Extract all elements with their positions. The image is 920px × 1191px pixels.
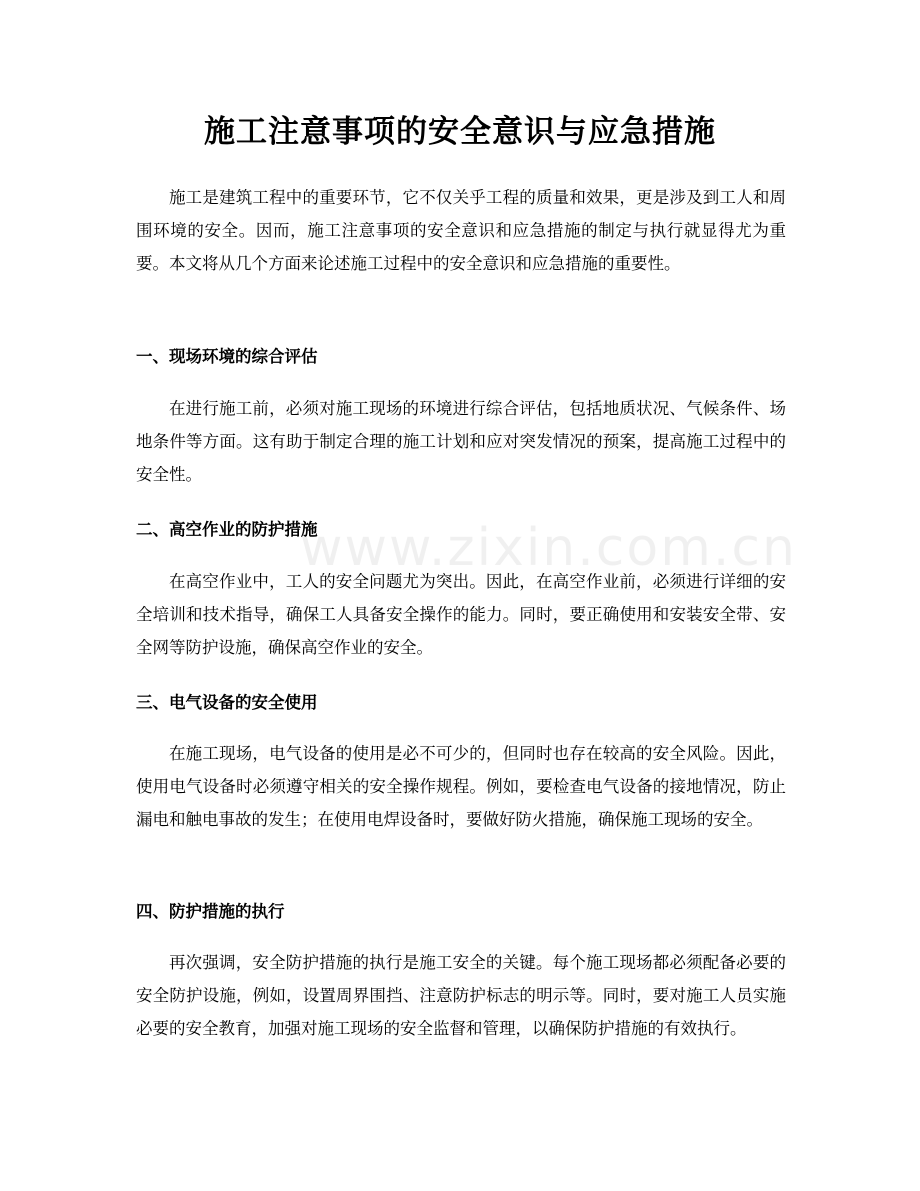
section-body-4: 再次强调，安全防护措施的执行是施工安全的关键。每个施工现场都必须配备必要的安全防护设施，例如，设置周界围挡、注意防护标志的明示等。同时，要对施工人员实施必要的安全教育，加强对施工现场的安全监督和管理，以确保防护措施的有效执行。: [136, 953, 786, 1038]
section-body-2: 在高空作业中，工人的安全问题尤为突出。因此，在高空作业前，必须进行详细的安全培训和技术指导，确保工人具备安全操作的能力。同时，要正确使用和安装安全带、安全网等防护设施，确保高空作业的安全。: [136, 572, 786, 657]
document-title: 施工注意事项的安全意识与应急措施: [204, 114, 716, 150]
section-heading-4: 四、防护措施的执行: [136, 902, 285, 921]
section-heading-3: 三、电气设备的安全使用: [136, 693, 318, 712]
intro-paragraph: 施工是建筑工程中的重要环节，它不仅关乎工程的质量和效果，更是涉及到工人和周围环境的安全。因而，施工注意事项的安全意识和应急措施的制定与执行就显得尤为重要。本文将从几个方面来论述施工过程中的安全意识和应急措施的重要性。: [136, 188, 786, 273]
section-heading-1: 一、现场环境的综合评估: [136, 347, 318, 366]
section-body-1: 在进行施工前，必须对施工现场的环境进行综合评估，包括地质状况、气候条件、场地条件等方面。这有助于制定合理的施工计划和应对突发情况的预案，提高施工过程中的安全性。: [136, 399, 786, 484]
section-heading-2: 二、高空作业的防护措施: [136, 520, 318, 539]
section-body-3: 在施工现场，电气设备的使用是必不可少的，但同时也存在较高的安全风险。因此，使用电气设备时必须遵守相关的安全操作规程。例如，要检查电气设备的接地情况，防止漏电和触电事故的发生；在使用电焊设备时，要做好防火措施，确保施工现场的安全。: [136, 744, 786, 829]
watermark: www.zixin.com.cn: [300, 518, 797, 578]
